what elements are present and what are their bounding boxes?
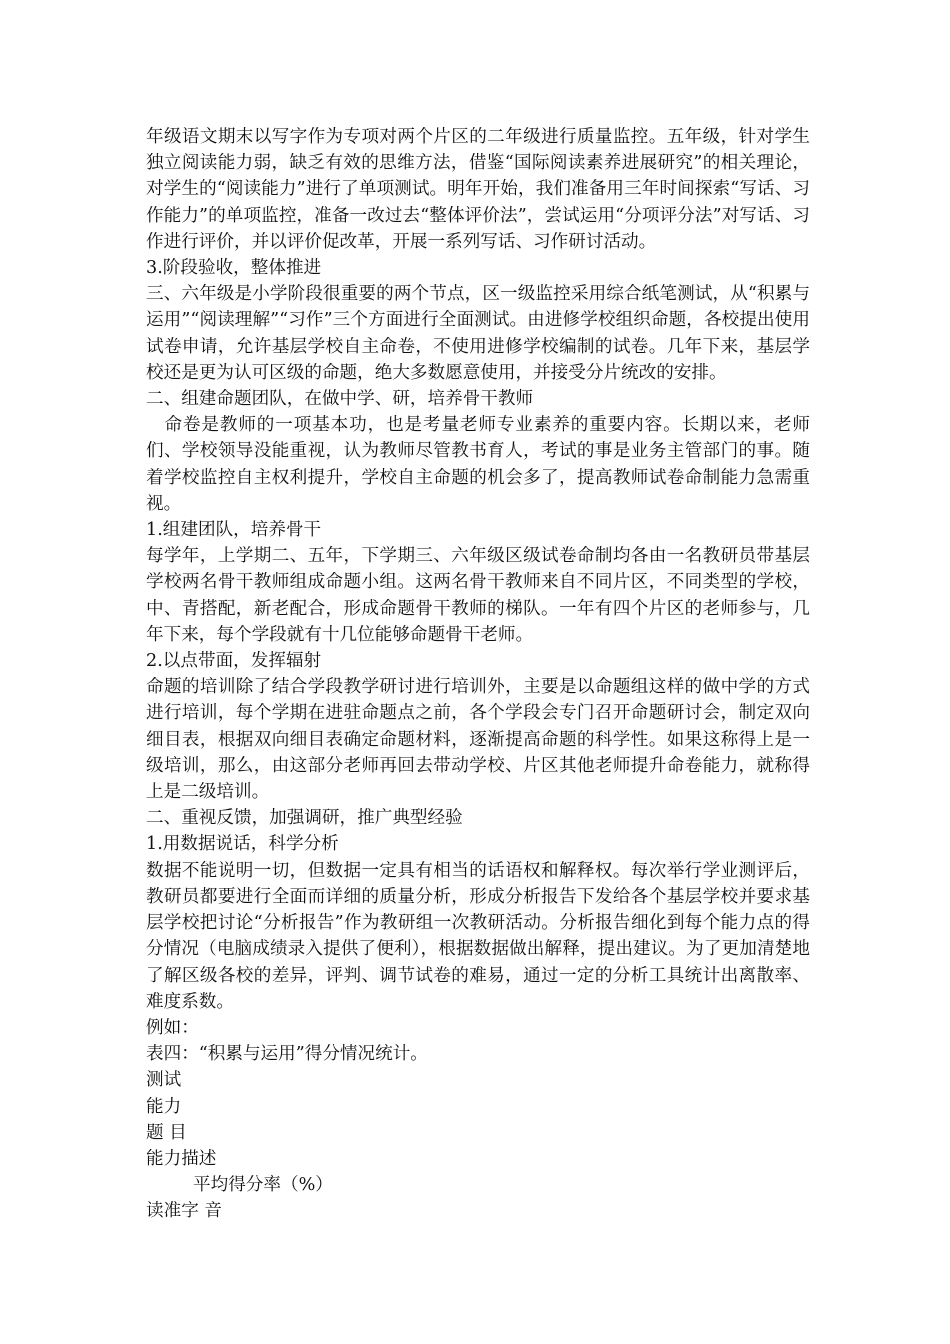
- heading-feedback: 二、重视反馈，加强调研，推广典型经验: [146, 808, 463, 829]
- table-cell-ability-desc: 能力描述: [146, 1148, 217, 1169]
- text-for-example: 例如：: [146, 1017, 199, 1038]
- heading-build-team: 二、组建命题团队，在做中学、研，培养骨干教师: [146, 389, 534, 410]
- paragraph-exam-skill: 命卷是教师的一项基本功，也是考量老师专业素养的重要内容。长期以来，老师们、学校领导没能重视，认为教师尽管教书育人，考试的事是业务主管部门的事。随着学校监控自主权利提升，学校自主命题的机会多了，提高教师试卷命制能力急需重视。: [146, 415, 810, 514]
- table-cell-ability: 能力: [146, 1096, 182, 1117]
- paragraph-grade-monitoring: 年级语文期末以写字作为专项对两个片区的二年级进行质量监控。五年级，针对学生独立阅读能力弱，缺乏有效的思维方法，借鉴“国际阅读素养进展研究”的相关理论，对学生的“阅读能力”进行了单项测试。明年开始，我们准备用三年时间探索“写话、习作能力”的单项监控，准备一改过去“整体评价法”，尝试运用“分项评分法”对写话、习作进行评价，并以评价促改革，开展一系列写话、习作研讨活动。: [146, 127, 810, 252]
- table-cell-question: 题 目: [146, 1122, 187, 1143]
- heading-data-speak: 1.用数据说话，科学分析: [146, 834, 339, 855]
- table-cell-test: 测试: [146, 1070, 182, 1091]
- table-cell-read-pronunciation: 读准字 音: [146, 1201, 222, 1222]
- document-page: [146, 124, 810, 1225]
- heading-point-to-area: 2.以点带面，发挥辐射: [146, 651, 322, 672]
- heading-stage-acceptance: 3.阶段验收，整体推进: [146, 258, 322, 279]
- paragraph-grade-three-six: 三、六年级是小学阶段很重要的两个节点，区一级监控采用综合纸笔测试，从“积累与运用”“阅读理解”“习作”三个方面进行全面测试。由进修学校组织命题，各校提出使用试卷申请，允许基层学校自主命卷，不使用进修学校编制的试卷。几年下来，基层学校还是更为认可区级的命题，绝大多数愿意使用，并接受分片统改的安排。: [146, 284, 810, 383]
- paragraph-each-year: 每学年，上学期二、五年，下学期三、六年级区级试卷命制均各由一名教研员带基层学校两名骨干教师组成命题小组。这两名骨干教师来自不同片区，不同类型的学校，中、青搭配，新老配合，形成命题骨干教师的梯队。一年有四个片区的老师参与，几年下来，每个学段就有十几位能够命题骨干老师。: [146, 546, 810, 645]
- table-caption: 表四：“积累与运用”得分情况统计。: [146, 1044, 428, 1065]
- table-cell-avg-score-rate: 平均得分率（%）: [193, 1175, 333, 1196]
- paragraph-data-analysis: 数据不能说明一切，但数据一定具有相当的话语权和解释权。每次举行学业测评后，教研员都要进行全面而详细的质量分析，形成分析报告下发给各个基层学校并要求基层学校把讨论“分析报告”作为教研组一次教研活动。分析报告细化到每个能力点的得分情况（电脑成绩录入提供了便利），根据数据做出解释，提出建议。为了更加清楚地了解区级各校的差异，评判、调节试卷的难易，通过一定的分析工具统计出离散率、难度系数。: [146, 860, 810, 1012]
- heading-team-backbone: 1.组建团队，培养骨干: [146, 520, 322, 541]
- paragraph-training: 命题的培训除了结合学段教学研讨进行培训外，主要是以命题组这样的做中学的方式进行培训，每个学期在进驻命题点之前，各个学段会专门召开命题研讨会，制定双向细目表，根据双向细目表确定命题材料，逐渐提高命题的科学性。如果这称得上是一级培训，那么，由这部分老师再回去带动学校、片区其他老师提升命卷能力，就称得上是二级培训。: [146, 677, 810, 803]
